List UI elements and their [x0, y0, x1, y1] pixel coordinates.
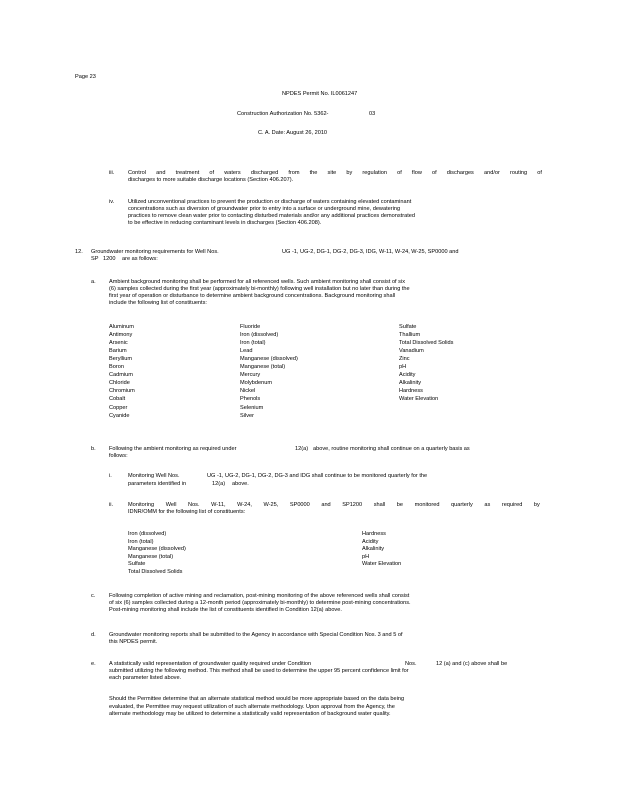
item-d-line: this NPDES permit. [109, 639, 158, 645]
constituent-item: Iron (total) [240, 340, 266, 347]
constituent-item: Chloride [109, 380, 130, 387]
word: shall [373, 502, 386, 508]
construction-authorization: Construction Authorization No. 5362- [237, 111, 329, 117]
item-e-ref: 12 (a) and (c) above shall be [436, 661, 508, 667]
permit-number: NPDES Permit No. IL0061247 [282, 91, 358, 97]
word: flow [411, 170, 422, 176]
item-iii-marker: iii. [109, 170, 115, 176]
word: Monitoring [128, 502, 155, 508]
item-iv-line: concentrations such as diversion of groundwater prior to entry into a surface or underground mine, dewatering [128, 206, 401, 212]
constituent-item: Molybdenum [240, 380, 273, 387]
item-12-wells: UG -1, UG-2, DG-1, DG-2, DG-3, IDG, W-11, W-24, W-25, SP0000 and [282, 249, 459, 255]
constituent-item: Total Dissolved Solids [399, 340, 454, 347]
constituent-item: Hardness [399, 388, 423, 395]
item-b-marker: b. [91, 446, 96, 452]
constituent-item: Manganese (total) [128, 553, 174, 560]
word: of [397, 170, 402, 176]
item-12-line2-sp: SP [91, 256, 99, 262]
constituent-item: Mercury [240, 372, 261, 379]
constituent-item: Manganese (total) [240, 364, 286, 371]
word: required [501, 502, 523, 508]
constituent-item: Phenols [240, 396, 261, 403]
constituent-item: Vanadium [399, 348, 424, 355]
item-iv-line: practices to remove clean water prior to contacting disturbed materials and/or any additional practices demonstrated [128, 213, 415, 219]
item-c-marker: c. [91, 593, 96, 599]
word: and/or [483, 170, 500, 176]
item-12-line2-num: 1200 [103, 256, 116, 262]
word: be [396, 502, 404, 508]
item-c-line: Following completion of active mining and reclamation, post-mining monitoring of the above referenced wells shall consist [109, 593, 410, 599]
item-e-marker: e. [91, 661, 96, 667]
item-b-i-ref: 12(a) [212, 481, 226, 487]
constituent-item: Iron (total) [128, 538, 154, 545]
constituent-item: Beryllium [109, 356, 133, 363]
word: discharged [250, 170, 279, 176]
ca-date: C. A. Date: August 26, 2010 [258, 130, 328, 136]
word: quarterly [451, 502, 473, 508]
constituent-item: Acidity [399, 372, 416, 379]
word: routing [509, 170, 528, 176]
item-e-line3: each parameter listed above. [109, 675, 182, 681]
item-d-line: Groundwater monitoring reports shall be submitted to the Agency in accordance with Special Condition Nos. 3 and 5 of [109, 632, 403, 638]
word: and [321, 502, 331, 508]
word: W-25, [263, 502, 279, 508]
word: of [432, 170, 437, 176]
word: the [309, 170, 318, 176]
constituent-item: Manganese (dissolved) [240, 356, 298, 363]
word: W-24, [237, 502, 252, 508]
page-number: Page 23 [75, 74, 96, 80]
constituent-item: pH [399, 364, 407, 371]
item-b-i-line1: Monitoring Well Nos. [128, 473, 180, 479]
item-e-line1: A statistically valid representation of groundwater quality required under Condition [109, 661, 312, 667]
constituent-item: Fluoride [240, 324, 261, 330]
word: monitored [414, 502, 440, 508]
item-12-marker: 12. [75, 249, 83, 255]
constituent-item: Alkalinity [399, 380, 422, 387]
item-b-ii-line2: IDNR/OMM for the following list of constituents: [128, 509, 246, 515]
item-b-i-line2-cont: above. [232, 481, 249, 487]
word: of [537, 170, 542, 176]
item-a-line: (6) samples collected during the first year (approximately bi-monthly) following well installation but no later than during the [109, 286, 410, 292]
item-b-i-line2: parameters identified in [128, 481, 187, 487]
word: as [484, 502, 491, 508]
word: waters [224, 170, 241, 176]
constituent-item: Water Elevation [362, 561, 402, 568]
constituent-item: Copper [109, 404, 128, 411]
word: by [533, 502, 540, 508]
constituent-item: Silver [240, 412, 254, 419]
constituent-item: Selenium [240, 404, 264, 411]
word: SP0000 [289, 502, 310, 508]
constituent-item: Zinc [399, 356, 410, 363]
item-b-ref: 12(a) [295, 446, 309, 452]
constituent-item: Arsenic [109, 340, 128, 347]
word: by [346, 170, 353, 176]
constituent-item: Cyanide [109, 412, 130, 419]
word: of [209, 170, 215, 176]
constituent-item: Water Elevation [399, 396, 439, 403]
constituent-item: Alkalinity [362, 546, 385, 553]
item-b-line2: follows: [109, 453, 128, 459]
item-e-para2-line: evaluated, the Permittee may request utilization of such alternate methodology. Upon approval from the Agency, the [109, 704, 395, 710]
item-c-line: of six (6) samples collected during a 12-month period (approximately bi-monthly) to determine post-mining concentrations. [109, 600, 411, 606]
item-e-nos: Nos. [405, 661, 417, 667]
constituent-item: Sulfate [399, 324, 417, 330]
word: discharges [446, 170, 474, 176]
constituent-item: pH [362, 553, 370, 560]
word: treatment [175, 170, 200, 176]
word: Well [165, 502, 177, 508]
item-iv-line: Utilized unconventional practices to prevent the production or discharge of waters containing elevated contaminant [128, 199, 412, 205]
constituent-item: Iron (dissolved) [240, 332, 279, 339]
item-b-i-marker: i. [109, 473, 112, 479]
word: from [288, 170, 300, 176]
item-c-line: Post-mining monitoring shall include the list of constituents identified in Condition 12(a) above. [109, 607, 342, 613]
word: SP1200 [342, 502, 363, 508]
constituent-item: Iron (dissolved) [128, 531, 167, 537]
constituent-item: Cobalt [109, 396, 126, 403]
word: Nos. [188, 502, 200, 508]
constituent-item: Sulfate [128, 561, 146, 568]
item-12-line1: Groundwater monitoring requirements for Well Nos. [91, 249, 219, 255]
item-d-marker: d. [91, 632, 96, 638]
word: W-11, [211, 502, 226, 508]
constituent-item: Aluminum [109, 324, 134, 330]
item-e-para2-line: Should the Permittee determine that an alternate statistical method would be more appropriate based on the data being [109, 696, 405, 702]
constituent-item: Nickel [240, 388, 256, 395]
item-a-line: first year of operation or disturbance to determine ambient background concentrations. Background monitoring shall [109, 293, 396, 299]
item-iv-line: to be effective in reducing contaminant levels in discharges (Section 406.208). [128, 220, 322, 226]
item-iii-line2: discharges to more suitable discharge locations (Section 406.207). [128, 177, 294, 183]
constituent-item: Cadmium [109, 372, 133, 379]
constituent-item: Manganese (dissolved) [128, 546, 186, 553]
item-e-line2: submitted utilizing the following method. This method shall be used to determine the upper 95 percent confidence limit for [109, 668, 409, 674]
item-12-line2-text: are as follows: [122, 256, 158, 262]
item-e-para2-line: alternate methodology may be utilized to determine a statistically valid representation of background water quality. [109, 711, 391, 717]
word: regulation [362, 170, 387, 176]
item-iv-marker: iv. [109, 199, 115, 205]
item-b-ii-marker: ii. [109, 502, 114, 508]
constituent-item: Chromium [109, 388, 135, 395]
constituent-item: Antimony [109, 332, 133, 339]
constituent-item: Boron [109, 364, 124, 371]
constituent-item: Lead [240, 348, 253, 355]
item-b-line1: Following the ambient monitoring as required under [109, 446, 237, 452]
constituent-item: Hardness [362, 531, 386, 537]
word: site [327, 170, 337, 176]
constituent-item: Total Dissolved Solids [128, 569, 183, 575]
constituent-item: Thallium [399, 332, 421, 339]
item-a-line: include the following list of constituents: [109, 300, 207, 306]
constituent-item: Acidity [362, 538, 379, 545]
item-a-marker: a. [91, 279, 96, 285]
word: and [156, 170, 166, 176]
construction-authorization-suffix: 03 [369, 111, 376, 117]
item-b-line1-cont: above, routine monitoring shall continue on a quarterly basis as [313, 446, 470, 452]
item-a-line: Ambient background monitoring shall be performed for all referenced wells. Such ambient monitoring shall consist of six [109, 279, 405, 285]
word: Control [128, 170, 147, 176]
item-b-i-wells: UG -1, UG-2, DG-1, DG-2, DG-3 and IDG shall continue to be monitored quarterly for the [207, 473, 428, 479]
constituent-item: Barium [109, 348, 127, 355]
